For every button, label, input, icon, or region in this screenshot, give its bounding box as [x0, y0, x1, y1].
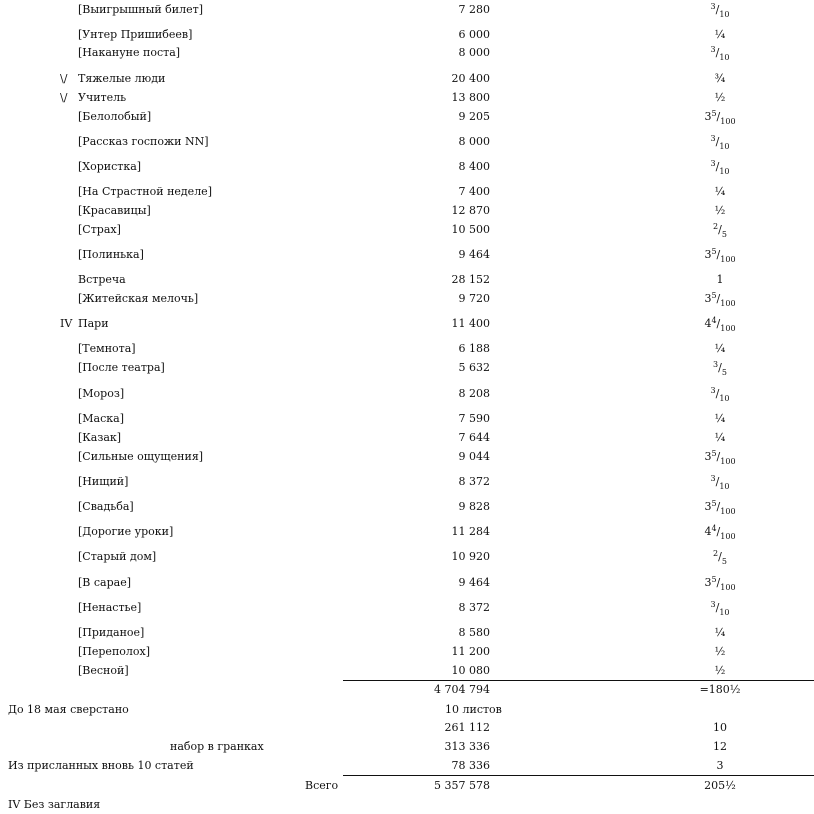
fraction-text: ¼	[714, 185, 726, 198]
entry-row	[0, 342, 814, 356]
fraction-numerator: 3	[713, 360, 719, 369]
fraction-denominator: 100	[720, 532, 736, 541]
entry-title: Тяжелые люди	[78, 72, 166, 85]
entry-title: [На Страстной неделе]	[78, 185, 212, 198]
fraction-slash: /	[716, 110, 721, 123]
fraction-whole: 3	[704, 292, 712, 305]
fraction-numerator: 4	[711, 316, 717, 325]
subtotal-frac: =180½	[699, 683, 741, 696]
entry-row	[0, 475, 814, 489]
entry-title: Пари	[78, 317, 109, 330]
entry-row	[0, 110, 814, 124]
entry-count: 9 464	[458, 576, 490, 589]
entry-row	[0, 387, 814, 401]
entry-fraction	[690, 91, 750, 105]
entry-count: 7 590	[458, 412, 490, 425]
entry-count: 13 800	[451, 91, 490, 104]
grand-total-count: 5 357 578	[434, 779, 490, 792]
fraction-slash: /	[715, 46, 720, 59]
entry-count: 10 500	[451, 223, 490, 236]
entry-row	[0, 91, 814, 105]
entry-fraction	[690, 185, 750, 199]
entry-fraction	[690, 645, 750, 659]
entry-row	[0, 550, 814, 564]
entry-count: 20 400	[451, 72, 490, 85]
typeset-frac: 10	[713, 721, 727, 734]
entry-count: 10 080	[451, 664, 490, 677]
galleys-row	[0, 740, 814, 754]
fraction-denominator: 100	[720, 507, 736, 516]
fraction-slash: /	[716, 317, 721, 330]
fraction-denominator: 100	[720, 299, 736, 308]
fraction-slash: /	[715, 387, 720, 400]
entry-title: [Полинька]	[78, 248, 144, 261]
entry-fraction	[690, 342, 750, 356]
entry-title: [Маска]	[78, 412, 124, 425]
entry-title: [Переполох]	[78, 645, 151, 658]
entry-count: 9 464	[458, 248, 490, 261]
fraction-numerator: 4	[711, 524, 717, 533]
fraction-slash: /	[716, 525, 721, 538]
entry-fraction	[690, 160, 750, 174]
entry-count: 8 000	[458, 46, 490, 59]
entry-row	[0, 450, 814, 464]
entry-row	[0, 46, 814, 60]
galleys-count: 313 336	[444, 740, 490, 753]
fraction-whole: 4	[704, 317, 712, 330]
entry-title: [Выигрышный билет]	[78, 3, 203, 16]
fraction-text: ¼	[714, 28, 726, 41]
entry-fraction	[690, 431, 750, 445]
entry-count: 5 632	[458, 361, 490, 374]
fraction-numerator: 3	[710, 474, 716, 483]
entry-row	[0, 72, 814, 86]
entry-fraction	[690, 576, 750, 590]
entry-count: 6 188	[458, 342, 490, 355]
fraction-whole: 3	[704, 110, 712, 123]
entry-fraction	[690, 550, 750, 564]
entry-title: [Весной]	[78, 664, 129, 677]
typeset-label: До 18 мая сверстано	[8, 703, 129, 716]
fraction-numerator: 3	[710, 45, 716, 54]
fraction-denominator: 10	[719, 394, 730, 403]
fraction-slash: /	[715, 601, 720, 614]
fraction-slash: /	[718, 550, 722, 563]
fraction-slash: /	[718, 361, 722, 374]
grand-total-label: Всего	[305, 779, 339, 792]
entry-count: 8 400	[458, 160, 490, 173]
fraction-denominator: 10	[719, 608, 730, 617]
entry-title: [Мороз]	[78, 387, 125, 400]
fraction-slash: /	[716, 292, 721, 305]
entry-fraction	[690, 626, 750, 640]
fraction-text: 1	[716, 273, 724, 286]
entry-fraction	[690, 450, 750, 464]
entry-count: 8 208	[458, 387, 490, 400]
fraction-text: ½	[714, 91, 726, 104]
entry-title: [Сильные ощущения]	[78, 450, 204, 463]
entry-count: 12 870	[451, 204, 490, 217]
entry-title: [Хористка]	[78, 160, 142, 173]
grand-total-frac: 205½	[704, 779, 736, 792]
entry-title: [Красавицы]	[78, 204, 151, 217]
entry-title: [В сарае]	[78, 576, 131, 589]
fraction-text: ½	[714, 645, 726, 658]
grand-total-row	[0, 779, 814, 793]
entry-title: [Белолобый]	[78, 110, 152, 123]
subtotal-rule	[343, 680, 814, 681]
entry-row	[0, 292, 814, 306]
entry-fraction	[690, 387, 750, 401]
fraction-whole: 4	[704, 525, 712, 538]
fraction-whole: 3	[704, 248, 712, 261]
entry-row	[0, 204, 814, 218]
fraction-text: ¼	[714, 431, 726, 444]
fraction-slash: /	[718, 223, 722, 236]
fraction-numerator: 2	[713, 549, 719, 558]
entry-fraction	[690, 292, 750, 306]
entry-title: [Унтер Пришибеев]	[78, 28, 193, 41]
entry-title: Встреча	[78, 273, 126, 286]
fraction-text: ¼	[714, 626, 726, 639]
entry-row	[0, 525, 814, 539]
entry-fraction	[690, 135, 750, 149]
fraction-slash: /	[716, 450, 721, 463]
fraction-numerator: 5	[711, 109, 717, 118]
fraction-denominator: 10	[719, 142, 730, 151]
fraction-text: ¼	[714, 412, 726, 425]
entry-fraction	[690, 223, 750, 237]
fraction-numerator: 5	[711, 247, 717, 256]
entry-fraction	[690, 412, 750, 426]
entry-row	[0, 645, 814, 659]
total-rule	[343, 775, 814, 776]
fraction-whole: 3	[704, 576, 712, 589]
entry-count: 28 152	[451, 273, 490, 286]
fraction-denominator: 100	[720, 457, 736, 466]
entry-title: [Темнота]	[78, 342, 136, 355]
entry-row	[0, 273, 814, 287]
entry-count: 6 000	[458, 28, 490, 41]
fraction-numerator: 5	[711, 575, 717, 584]
entry-fraction	[690, 273, 750, 287]
galleys-frac: 12	[713, 740, 727, 753]
fraction-slash: /	[716, 576, 721, 589]
entry-row	[0, 500, 814, 514]
fraction-numerator: 3	[710, 2, 716, 11]
fraction-denominator: 100	[720, 324, 736, 333]
entry-title: [Дорогие уроки]	[78, 525, 174, 538]
entry-fraction	[690, 361, 750, 375]
entry-row	[0, 3, 814, 17]
entry-count: 9 044	[458, 450, 490, 463]
entry-title: [Рассказ госпожи NN]	[78, 135, 209, 148]
entry-row	[0, 412, 814, 426]
fraction-denominator: 100	[720, 117, 736, 126]
entry-fraction	[690, 204, 750, 218]
entry-fraction	[690, 110, 750, 124]
entry-count: 8 372	[458, 601, 490, 614]
fraction-whole: 3	[704, 450, 712, 463]
entry-title: [Приданое]	[78, 626, 145, 639]
entry-row	[0, 248, 814, 262]
entry-count: 11 400	[451, 317, 490, 330]
subtotal-count: 4 704 794	[434, 683, 490, 696]
typeset-row	[0, 703, 814, 717]
entry-fraction	[690, 500, 750, 514]
entry-title: [После театра]	[78, 361, 165, 374]
entry-count: 9 205	[458, 110, 490, 123]
typeset-count: 261 112	[444, 721, 490, 734]
subtotal-row	[0, 683, 814, 697]
fraction-denominator: 5	[721, 230, 727, 239]
entry-fraction	[690, 28, 750, 42]
entry-fraction	[690, 317, 750, 331]
entry-row	[0, 223, 814, 237]
entry-fraction	[690, 601, 750, 615]
entry-row	[0, 185, 814, 199]
fraction-text: ¾	[714, 72, 726, 85]
fraction-slash: /	[716, 248, 721, 261]
typeset-sheets: 10 листов	[445, 703, 502, 716]
fraction-denominator: 5	[721, 368, 727, 377]
entry-row	[0, 28, 814, 42]
fraction-denominator: 10	[719, 10, 730, 19]
entry-mark: \/	[60, 91, 68, 104]
entry-fraction	[690, 664, 750, 678]
fraction-slash: /	[715, 160, 720, 173]
entry-title: [Накануне поста]	[78, 46, 181, 59]
fraction-numerator: 5	[711, 291, 717, 300]
entry-title: Учитель	[78, 91, 127, 104]
new-articles-row	[0, 759, 814, 773]
entry-row	[0, 576, 814, 590]
fraction-denominator: 10	[719, 53, 730, 62]
new-articles-count: 78 336	[451, 759, 490, 772]
entry-row	[0, 135, 814, 149]
entry-count: 9 720	[458, 292, 490, 305]
entry-count: 11 200	[451, 645, 490, 658]
entry-title: [Страх]	[78, 223, 121, 236]
fraction-slash: /	[715, 135, 720, 148]
entry-fraction	[690, 46, 750, 60]
entry-title: [Свадьба]	[78, 500, 134, 513]
entry-count: 7 280	[458, 3, 490, 16]
fraction-numerator: 2	[713, 222, 719, 231]
entry-count: 8 580	[458, 626, 490, 639]
entry-title: [Старый дом]	[78, 550, 157, 563]
entry-title: [Житейская мелочь]	[78, 292, 199, 305]
fraction-denominator: 100	[720, 255, 736, 264]
new-articles-label: Из присланных вновь 10 статей	[8, 759, 194, 772]
entry-fraction	[690, 72, 750, 86]
fraction-denominator: 100	[720, 583, 736, 592]
entry-title: [Ненастье]	[78, 601, 142, 614]
typeset-count-row	[0, 721, 814, 735]
entry-row	[0, 601, 814, 615]
fraction-numerator: 3	[710, 159, 716, 168]
galleys-label: набор в гранках	[170, 740, 264, 753]
entry-count: 7 644	[458, 431, 490, 444]
entry-fraction	[690, 3, 750, 17]
fraction-text: ½	[714, 664, 726, 677]
fraction-whole: 3	[704, 500, 712, 513]
entry-count: 8 372	[458, 475, 490, 488]
fraction-numerator: 3	[710, 600, 716, 609]
entry-count: 9 828	[458, 500, 490, 513]
entry-row	[0, 431, 814, 445]
entry-fraction	[690, 525, 750, 539]
entry-count: 7 400	[458, 185, 490, 198]
entry-row	[0, 361, 814, 375]
fraction-numerator: 5	[711, 499, 717, 508]
entry-mark: \/	[60, 72, 68, 85]
footer-row	[0, 798, 814, 812]
entry-title: [Нищий]	[78, 475, 129, 488]
new-articles-frac: 3	[716, 759, 724, 772]
entry-row	[0, 664, 814, 678]
fraction-text: ¼	[714, 342, 726, 355]
fraction-numerator: 3	[710, 134, 716, 143]
entry-row	[0, 317, 814, 331]
entry-count: 10 920	[451, 550, 490, 563]
entry-row	[0, 160, 814, 174]
fraction-slash: /	[715, 475, 720, 488]
fraction-text: ½	[714, 204, 726, 217]
entry-row	[0, 626, 814, 640]
fraction-denominator: 5	[721, 557, 727, 566]
entry-count: 11 284	[451, 525, 490, 538]
fraction-denominator: 10	[719, 167, 730, 176]
entry-fraction	[690, 475, 750, 489]
fraction-numerator: 3	[710, 386, 716, 395]
entry-count: 8 000	[458, 135, 490, 148]
fraction-slash: /	[715, 3, 720, 16]
fraction-numerator: 5	[711, 449, 717, 458]
entry-fraction	[690, 248, 750, 262]
fraction-denominator: 10	[719, 482, 730, 491]
entry-title: [Казак]	[78, 431, 122, 444]
fraction-slash: /	[716, 500, 721, 513]
footer-label: IV Без заглавия	[8, 798, 101, 811]
entry-mark: IV	[60, 317, 73, 330]
